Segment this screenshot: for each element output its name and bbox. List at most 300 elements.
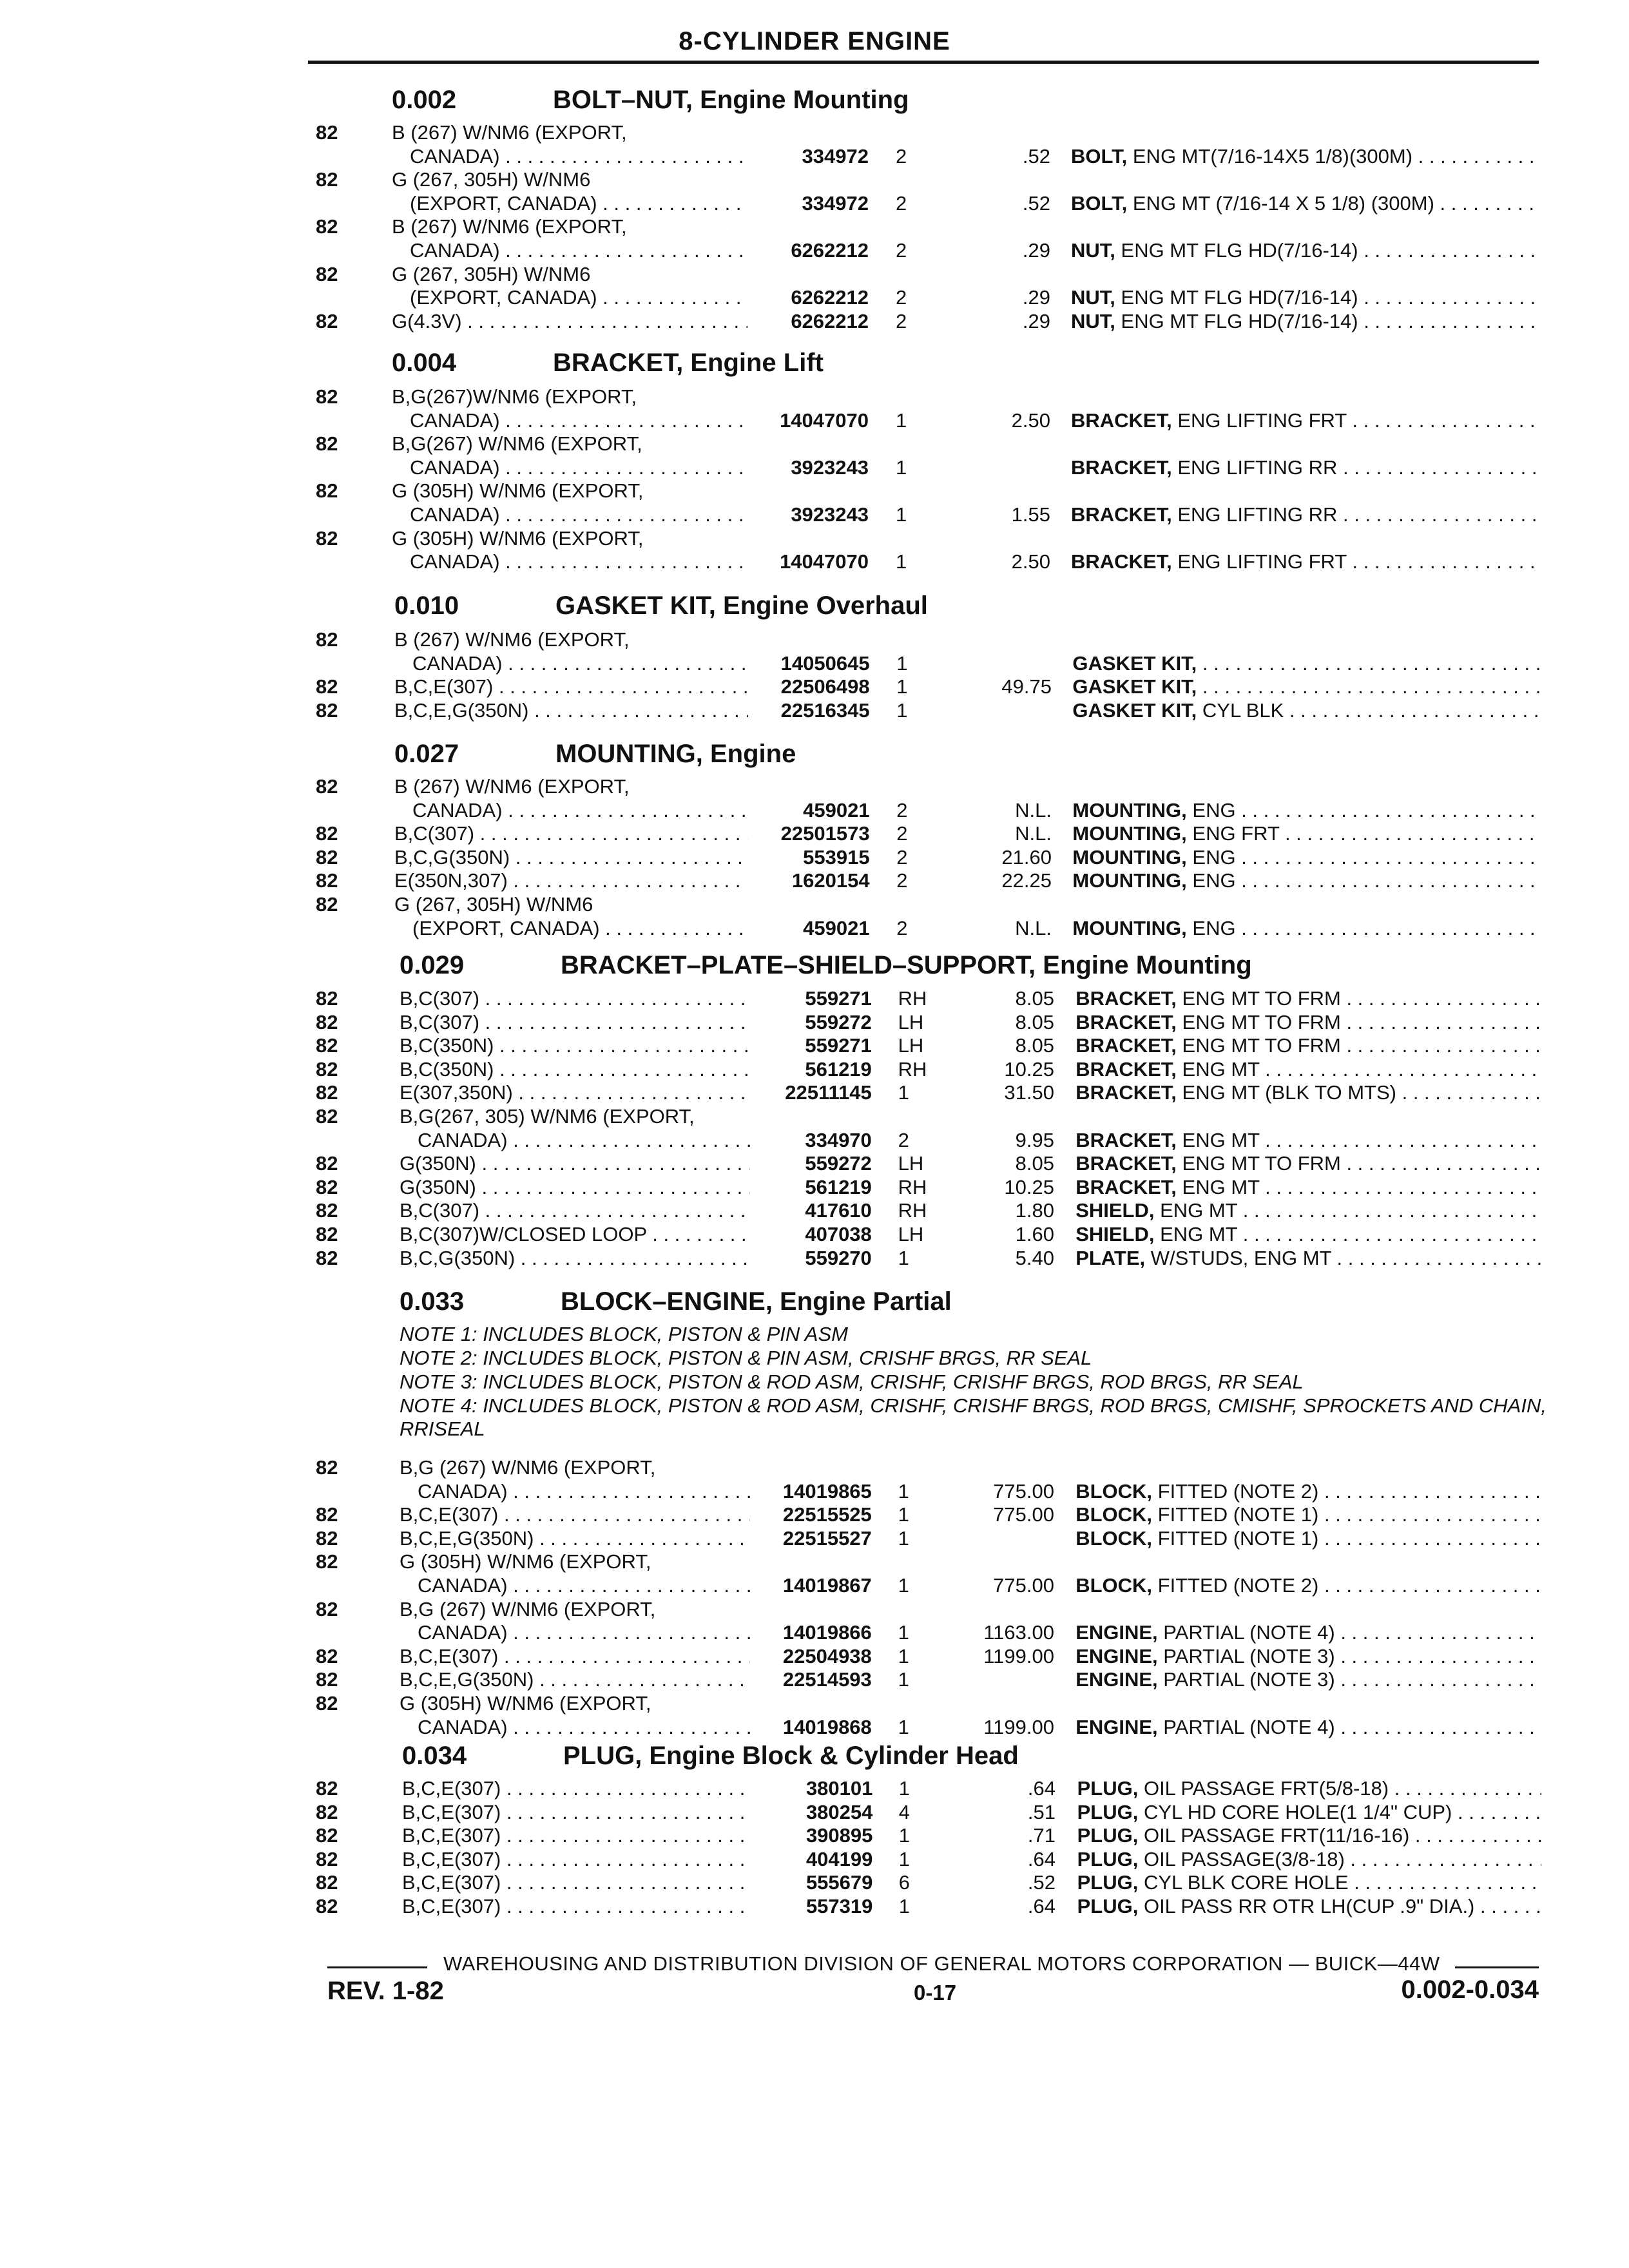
part-number: 3923243 <box>791 503 869 526</box>
model-year: 82 <box>316 869 338 892</box>
table-row <box>0 1716 1629 1739</box>
model-year: 82 <box>316 987 338 1010</box>
part-number: 417610 <box>805 1199 872 1222</box>
part-description <box>1077 1895 1541 1918</box>
model-year: 82 <box>316 698 338 722</box>
description-detail: ENG LIFTING RR <box>1177 503 1338 526</box>
table-row <box>0 1574 1629 1597</box>
part-number: 561219 <box>805 1057 872 1081</box>
model-year: 82 <box>316 822 338 845</box>
section-title: MOUNTING, Engine <box>555 740 796 768</box>
description-noun: GASKET KIT, <box>1072 675 1197 698</box>
table-row <box>0 286 1629 309</box>
description-noun: BRACKET, <box>1071 456 1172 479</box>
model-application: E(307,350N) . . . <box>400 1081 750 1104</box>
part-number: 380254 <box>805 1800 873 1823</box>
model-application: (EXPORT, CANADA) . . . <box>412 917 748 940</box>
list-price: 8.05 <box>1015 1034 1054 1057</box>
description-detail: ENG MT FLG HD(7/16-14) <box>1121 286 1358 309</box>
part-number: 555679 <box>805 1871 873 1894</box>
model-year: 82 <box>316 1010 338 1033</box>
quantity: 2 <box>896 144 907 168</box>
model-application: B,C,E,G(350N) . . . <box>400 1668 750 1691</box>
model-application: B (267) W/NM6 (EXPORT, <box>392 215 627 238</box>
description-noun: BRACKET, <box>1075 1057 1177 1081</box>
table-row <box>0 168 1629 191</box>
part-description <box>1077 1871 1541 1894</box>
description-noun: ENGINE, <box>1075 1621 1158 1644</box>
table-row <box>0 1895 1629 1918</box>
description-noun: BLOCK, <box>1075 1503 1153 1526</box>
model-year: 82 <box>316 1895 338 1917</box>
table-row <box>0 527 1629 550</box>
section-code: 0.010 <box>394 591 459 620</box>
quantity: RH <box>898 1057 927 1081</box>
table-row <box>0 675 1629 698</box>
description-noun: SHIELD, <box>1075 1223 1155 1245</box>
part-number: 14047070 <box>780 408 869 432</box>
table-row <box>0 1223 1629 1246</box>
description-detail: ENG LIFTING RR <box>1177 456 1338 479</box>
table-row <box>0 550 1629 573</box>
description-detail: CYL HD CORE HOLE(1 1/4" CUP) <box>1143 1800 1452 1823</box>
quantity: 6 <box>898 1871 911 1894</box>
model-year: 82 <box>316 675 338 698</box>
quantity: 1 <box>898 1526 909 1550</box>
part-description <box>1072 799 1541 822</box>
part-number: 557319 <box>805 1895 873 1917</box>
quantity: 1 <box>898 1824 911 1847</box>
quantity: 2 <box>896 822 908 845</box>
list-price: 9.95 <box>1015 1128 1054 1151</box>
model-application: (EXPORT, CANADA) . . . <box>410 192 747 215</box>
model-application: B,C,E(307) . . . <box>400 1645 750 1668</box>
model-application: G (305H) W/NM6 (EXPORT, <box>392 526 644 550</box>
quantity: RH <box>898 1175 927 1198</box>
part-description <box>1077 1777 1541 1800</box>
table-row <box>0 628 1629 651</box>
list-price: .29 <box>1022 309 1050 332</box>
table-row <box>0 145 1629 168</box>
list-price: N.L. <box>1015 822 1052 845</box>
table-row <box>0 1105 1629 1128</box>
description-noun: GASKET KIT, <box>1072 651 1197 675</box>
part-number: 407038 <box>805 1223 872 1245</box>
description-detail: ENG <box>1192 916 1236 939</box>
table-row <box>0 1645 1629 1668</box>
description-noun: ENGINE, <box>1075 1644 1158 1667</box>
section-header <box>400 949 1540 981</box>
part-description <box>1071 503 1541 526</box>
header-rule <box>308 61 1539 64</box>
list-price: .64 <box>1027 1847 1055 1870</box>
description-detail: ENG LIFTING FRT <box>1177 408 1347 432</box>
part-description <box>1075 1223 1541 1246</box>
list-price: 10.25 <box>1004 1175 1054 1198</box>
part-description <box>1077 1801 1541 1824</box>
section-code: 0.004 <box>392 349 457 377</box>
quantity: 1 <box>898 1847 911 1870</box>
part-description <box>1075 1152 1541 1175</box>
description-detail: ENG <box>1192 869 1236 892</box>
description-noun: PLATE, <box>1075 1246 1146 1269</box>
quantity: 1 <box>896 651 908 675</box>
note-line: NOTE 4: INCLUDES BLOCK, PISTON & ROD ASM, CRISHF, CRISHF BRGS, ROD BRGS, CMISHF, SPROCKETS AND CHAIN, RRISEAL <box>400 1394 1547 1440</box>
list-price: 1163.00 <box>983 1621 1054 1644</box>
description-detail: ENG MT TO FRM <box>1182 1010 1341 1033</box>
quantity: 1 <box>896 408 907 432</box>
quantity: 1 <box>896 503 907 526</box>
quantity: 1 <box>898 1644 909 1667</box>
quantity: 1 <box>898 1081 909 1104</box>
description-detail: ENG MT <box>1182 1128 1260 1151</box>
quantity: 1 <box>898 1777 911 1800</box>
list-price: .71 <box>1027 1824 1055 1847</box>
table-row <box>0 775 1629 798</box>
quantity: 1 <box>896 550 907 573</box>
table-row <box>0 1848 1629 1871</box>
note-line: NOTE 3: INCLUDES BLOCK, PISTON & ROD ASM, CRISHF, CRISHF BRGS, ROD BRGS, RR SEAL <box>400 1370 1304 1393</box>
list-price: 10.25 <box>1004 1057 1054 1081</box>
list-price: .64 <box>1027 1895 1055 1917</box>
model-application: B,C,E,G(350N) . . . <box>394 699 748 722</box>
part-description <box>1077 1824 1541 1847</box>
model-year: 82 <box>316 168 338 191</box>
quantity: 2 <box>896 239 907 262</box>
description-detail: CYL BLK <box>1202 698 1284 722</box>
part-number: 553915 <box>803 845 870 869</box>
list-price: .64 <box>1027 1777 1055 1800</box>
model-application: CANADA) . . . <box>418 1574 750 1597</box>
description-noun: PLUG, <box>1077 1895 1139 1917</box>
footer-rule-left <box>327 1966 427 1968</box>
description-detail: ENG MT (BLK TO MTS) <box>1182 1081 1396 1104</box>
description-noun: MOUNTING, <box>1072 869 1187 892</box>
description-noun: NUT, <box>1071 286 1115 309</box>
model-year: 82 <box>316 845 338 869</box>
description-noun: BOLT, <box>1071 191 1128 215</box>
part-number: 14019867 <box>782 1574 872 1597</box>
model-application: B,C(307) . . . <box>400 1011 750 1034</box>
quantity: 1 <box>898 1715 909 1738</box>
section-title: BLOCK–ENGINE, Engine Partial <box>561 1287 952 1316</box>
model-year: 82 <box>316 1456 338 1479</box>
part-description <box>1075 1199 1541 1222</box>
part-description <box>1071 310 1541 333</box>
part-number: 334972 <box>802 191 869 215</box>
model-year: 82 <box>316 432 338 456</box>
description-noun: BRACKET, <box>1075 1128 1177 1151</box>
table-row <box>0 846 1629 869</box>
part-description <box>1071 192 1541 215</box>
part-description <box>1071 286 1541 309</box>
model-application: B (267) W/NM6 (EXPORT, <box>394 775 630 798</box>
description-noun: SHIELD, <box>1075 1199 1155 1222</box>
quantity: RH <box>898 1199 927 1222</box>
part-description <box>1071 239 1541 262</box>
part-description <box>1075 1034 1541 1057</box>
table-row <box>0 456 1629 479</box>
model-year: 82 <box>316 1175 338 1198</box>
table-row <box>0 1456 1629 1479</box>
part-number: 559272 <box>805 1010 872 1033</box>
model-year: 82 <box>316 1824 338 1847</box>
model-application: B,C,E(307) . . . <box>402 1871 751 1894</box>
model-application: CANADA) . . . <box>418 1480 750 1503</box>
model-year: 82 <box>316 121 338 144</box>
quantity: 1 <box>898 1246 909 1269</box>
description-detail: ENG MT <box>1182 1175 1260 1198</box>
table-row <box>0 1550 1629 1573</box>
model-application: G (267, 305H) W/NM6 <box>392 168 591 191</box>
description-detail: ENG MT(7/16-14X5 1/8)(300M) <box>1132 144 1413 168</box>
list-price: 775.00 <box>993 1503 1054 1526</box>
part-number: 22515525 <box>782 1503 872 1526</box>
part-number: 561219 <box>805 1175 872 1198</box>
model-application: B,C,G(350N) . . . <box>400 1247 750 1270</box>
table-row <box>0 1129 1629 1152</box>
part-description <box>1075 1503 1541 1526</box>
description-noun: ENGINE, <box>1075 1668 1158 1691</box>
list-price: 2.50 <box>1011 550 1050 573</box>
description-detail: OIL PASSAGE FRT(11/16-16) <box>1143 1824 1410 1847</box>
model-application: G(4.3V) . . . <box>392 310 747 333</box>
description-detail: FITTED (NOTE 2) <box>1157 1574 1319 1597</box>
description-noun: ENGINE, <box>1075 1715 1158 1738</box>
list-price: 31.50 <box>1004 1081 1054 1104</box>
section-header <box>392 347 1540 379</box>
description-detail: ENG MT (7/16-14 X 5 1/8) (300M) <box>1132 191 1434 215</box>
part-number: 22515527 <box>782 1526 872 1550</box>
description-noun: BRACKET, <box>1075 1152 1177 1175</box>
description-noun: PLUG, <box>1077 1871 1139 1894</box>
table-row <box>0 215 1629 238</box>
section-title: GASKET KIT, Engine Overhaul <box>555 591 928 620</box>
model-application: CANADA) . . . <box>418 1716 750 1739</box>
model-application: CANADA) . . . <box>410 503 747 526</box>
model-year: 82 <box>316 1246 338 1269</box>
section-header <box>394 738 1540 770</box>
quantity: 1 <box>898 1668 909 1691</box>
part-description <box>1071 409 1541 432</box>
model-application: B,C(307) . . . <box>400 1199 750 1222</box>
part-description <box>1072 917 1541 940</box>
description-noun: PLUG, <box>1077 1847 1139 1870</box>
quantity: 1 <box>896 456 907 479</box>
list-price: 8.05 <box>1015 1010 1054 1033</box>
list-price: 5.40 <box>1015 1246 1054 1269</box>
description-detail: ENG FRT <box>1192 822 1280 845</box>
model-year: 82 <box>316 1526 338 1550</box>
model-year: 82 <box>316 1777 338 1800</box>
section-code: 0.029 <box>400 951 465 979</box>
model-application: B,G (267) W/NM6 (EXPORT, <box>400 1456 656 1479</box>
table-row <box>0 869 1629 892</box>
list-price: 8.05 <box>1015 987 1054 1010</box>
model-year: 82 <box>316 1692 338 1715</box>
description-noun: NUT, <box>1071 309 1115 332</box>
part-number: 14019865 <box>782 1479 872 1503</box>
quantity: 2 <box>898 1128 909 1151</box>
note-line: NOTE 2: INCLUDES BLOCK, PISTON & PIN ASM, CRISHF BRGS, RR SEAL <box>400 1347 1092 1369</box>
part-description <box>1075 1574 1541 1597</box>
part-number: 559271 <box>805 987 872 1010</box>
model-application: B (267) W/NM6 (EXPORT, <box>394 628 630 651</box>
table-row <box>0 503 1629 526</box>
quantity: 1 <box>896 698 908 722</box>
table-row <box>0 1801 1629 1824</box>
part-description <box>1075 1011 1541 1034</box>
part-number: 22514593 <box>782 1668 872 1691</box>
quantity: 4 <box>898 1800 911 1823</box>
list-price: .52 <box>1022 191 1050 215</box>
model-year: 82 <box>316 893 338 916</box>
part-description <box>1072 675 1541 698</box>
part-number: 3923243 <box>791 456 869 479</box>
table-row <box>0 263 1629 286</box>
section-code: 0.033 <box>400 1287 465 1316</box>
list-price: 775.00 <box>993 1574 1054 1597</box>
table-row <box>0 799 1629 822</box>
model-application: B,C,E(307) . . . <box>402 1824 751 1847</box>
section-code: 0.002 <box>392 86 457 114</box>
description-detail: FITTED (NOTE 1) <box>1157 1503 1319 1526</box>
section-title: PLUG, Engine Block & Cylinder Head <box>563 1742 1019 1770</box>
table-row <box>0 1199 1629 1222</box>
model-application: CANADA) . . . <box>412 652 748 675</box>
model-application: B,G(267) W/NM6 (EXPORT, <box>392 432 642 456</box>
description-detail: OIL PASS RR OTR LH(CUP .9" DIA.) <box>1143 1895 1475 1917</box>
part-number: 22516345 <box>780 698 870 722</box>
part-description <box>1072 846 1541 869</box>
note-line: NOTE 1: INCLUDES BLOCK, PISTON & PIN ASM <box>400 1323 848 1345</box>
part-description <box>1072 652 1541 675</box>
quantity: LH <box>898 1152 924 1175</box>
list-price: 2.50 <box>1011 408 1050 432</box>
part-number: 14019866 <box>782 1621 872 1644</box>
list-price: 21.60 <box>1001 845 1052 869</box>
model-year: 82 <box>316 1644 338 1667</box>
model-application: CANADA) . . . <box>410 550 747 573</box>
description-detail: CYL BLK CORE HOLE <box>1143 1871 1349 1894</box>
list-price: N.L. <box>1015 798 1052 822</box>
list-price: .29 <box>1022 239 1050 262</box>
description-noun: BLOCK, <box>1075 1526 1153 1550</box>
part-description <box>1075 1527 1541 1550</box>
part-number: 22506498 <box>780 675 870 698</box>
section-header <box>392 84 1540 116</box>
description-noun: MOUNTING, <box>1072 798 1187 822</box>
model-application: CANADA) . . . <box>410 239 747 262</box>
description-noun: BLOCK, <box>1075 1574 1153 1597</box>
quantity: LH <box>898 1034 924 1057</box>
model-year: 82 <box>316 215 338 238</box>
part-description <box>1071 456 1541 479</box>
description-detail: PARTIAL (NOTE 3) <box>1163 1668 1335 1691</box>
quantity: 1 <box>896 675 908 698</box>
description-detail: PARTIAL (NOTE 4) <box>1163 1715 1335 1738</box>
table-row <box>0 1247 1629 1270</box>
model-application: CANADA) . . . <box>418 1129 750 1152</box>
part-number: 459021 <box>803 798 870 822</box>
table-row <box>0 310 1629 333</box>
model-application: B,C(350N) . . . <box>400 1034 750 1057</box>
model-application: (EXPORT, CANADA) . . . <box>410 286 747 309</box>
model-year: 82 <box>316 1668 338 1691</box>
part-description <box>1075 1129 1541 1152</box>
part-number: 380101 <box>805 1777 873 1800</box>
part-description <box>1077 1848 1541 1871</box>
part-number: 22501573 <box>780 822 870 845</box>
model-application: G (267, 305H) W/NM6 <box>392 262 591 285</box>
table-row <box>0 409 1629 432</box>
description-noun: BRACKET, <box>1071 503 1172 526</box>
table-row <box>0 987 1629 1010</box>
table-row <box>0 822 1629 845</box>
quantity: 1 <box>898 1574 909 1597</box>
model-year: 82 <box>316 1550 338 1573</box>
model-application: CANADA) . . . <box>410 456 747 479</box>
table-row <box>0 1081 1629 1104</box>
part-number: 6262212 <box>791 286 869 309</box>
table-row <box>0 1871 1629 1894</box>
table-row <box>0 1011 1629 1034</box>
description-noun: MOUNTING, <box>1072 916 1187 939</box>
model-year: 82 <box>316 1199 338 1222</box>
quantity: 2 <box>896 191 907 215</box>
table-row <box>0 1503 1629 1526</box>
section-header <box>400 1285 1540 1318</box>
section-header <box>402 1740 1540 1772</box>
model-application: B,C(307) . . . <box>400 987 750 1010</box>
list-price: 775.00 <box>993 1479 1054 1503</box>
table-row <box>0 1176 1629 1199</box>
model-application: CANADA) . . . <box>410 145 747 168</box>
model-year: 82 <box>316 479 338 503</box>
description-noun: GASKET KIT, <box>1072 698 1197 722</box>
section-title: BRACKET–PLATE–SHIELD–SUPPORT, Engine Mounting <box>561 951 1252 979</box>
quantity: 1 <box>898 1895 911 1917</box>
footer-section-range: 0.002-0.034 <box>1401 1975 1539 2004</box>
model-year: 82 <box>316 1034 338 1057</box>
description-detail: ENG LIFTING FRT <box>1177 550 1347 573</box>
description-detail: W/STUDS, ENG MT <box>1150 1246 1331 1269</box>
model-year: 82 <box>316 1503 338 1526</box>
description-detail: ENG MT FLG HD(7/16-14) <box>1121 309 1358 332</box>
description-detail: OIL PASSAGE(3/8-18) <box>1143 1847 1345 1870</box>
description-noun: BLOCK, <box>1075 1479 1153 1503</box>
description-noun: BRACKET, <box>1075 1010 1177 1033</box>
part-description <box>1075 1668 1541 1691</box>
description-noun: PLUG, <box>1077 1800 1139 1823</box>
model-application: B,C,E,G(350N) . . . <box>400 1527 750 1550</box>
description-detail: ENG MT TO FRM <box>1182 1152 1341 1175</box>
table-row <box>0 652 1629 675</box>
model-application: B,G(267)W/NM6 (EXPORT, <box>392 385 637 408</box>
part-description <box>1075 1645 1541 1668</box>
part-description <box>1075 987 1541 1010</box>
description-detail: ENG MT <box>1182 1057 1260 1081</box>
page-title: 8-CYLINDER ENGINE <box>679 27 950 55</box>
model-year: 82 <box>316 1597 338 1620</box>
part-description <box>1071 550 1541 573</box>
model-year: 82 <box>316 1152 338 1175</box>
model-year: 82 <box>316 262 338 285</box>
model-year: 82 <box>316 526 338 550</box>
table-row <box>0 479 1629 503</box>
model-year: 82 <box>316 1057 338 1081</box>
description-noun: BRACKET, <box>1071 408 1172 432</box>
